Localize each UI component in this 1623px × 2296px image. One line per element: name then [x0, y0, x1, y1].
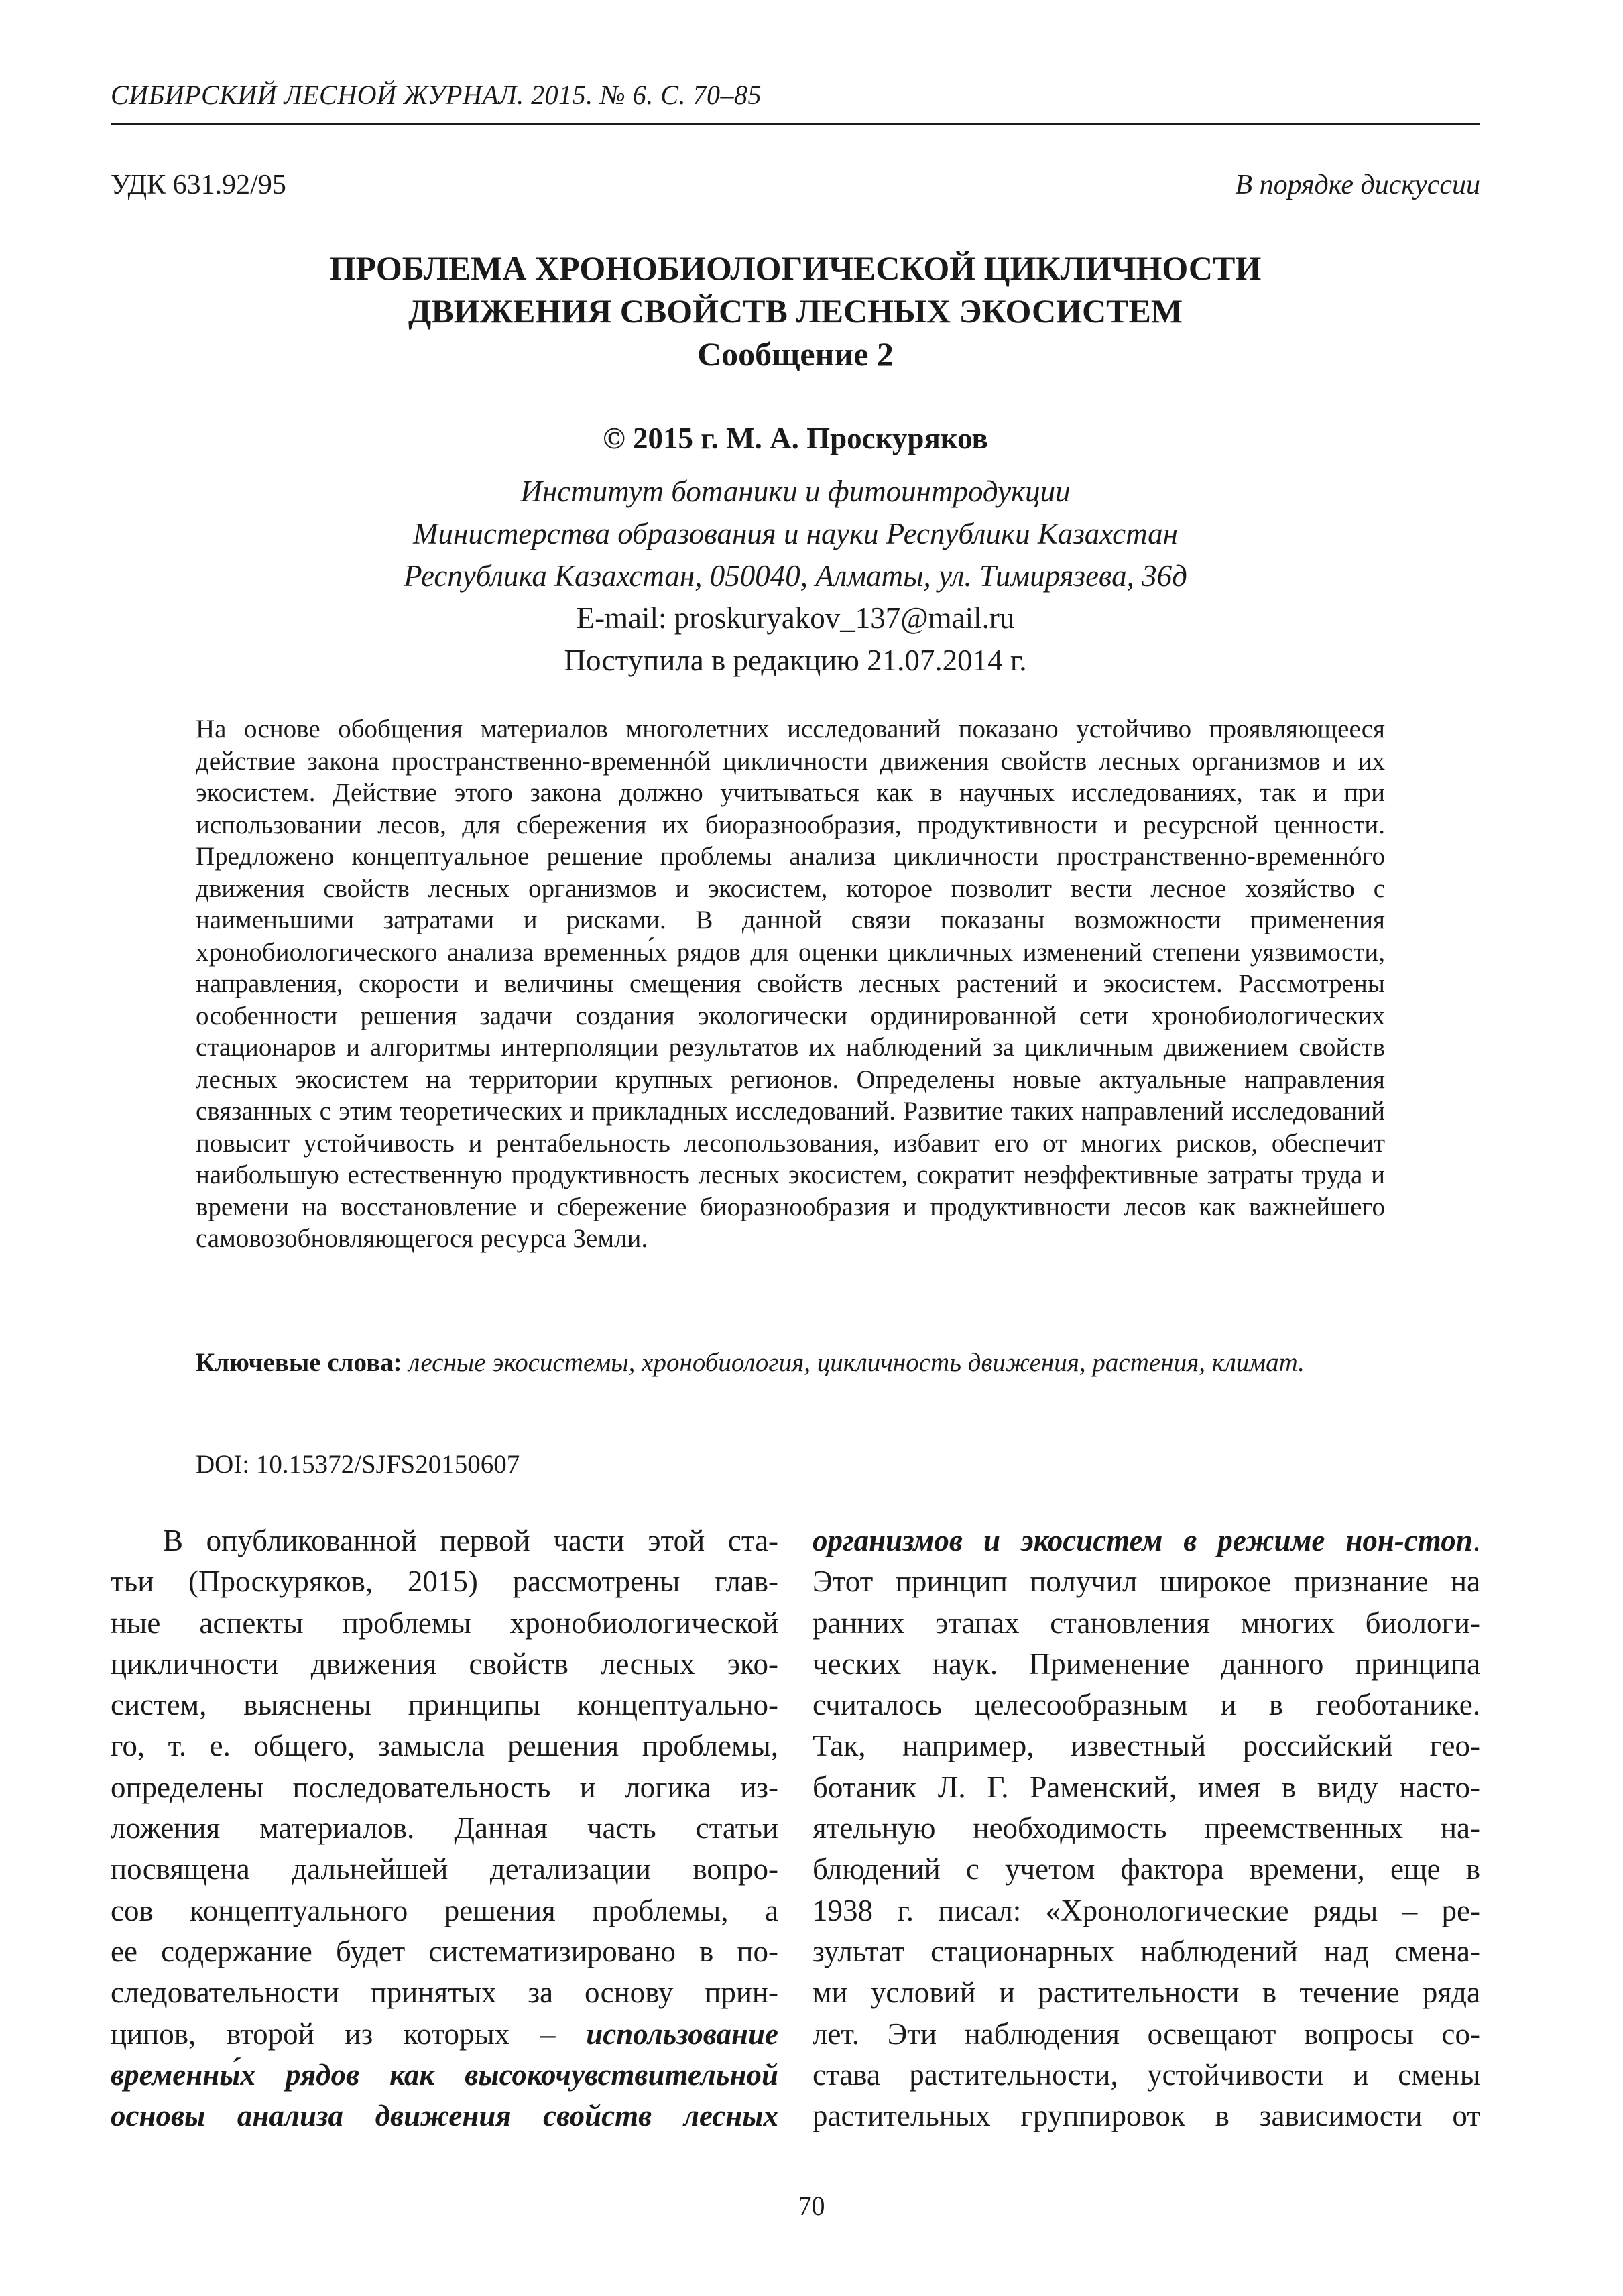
- keywords-label: Ключевые слова:: [196, 1348, 402, 1377]
- section-label: В порядке дискуссии: [1235, 170, 1480, 200]
- header-rule: [111, 123, 1480, 125]
- body-line: систем, выяснены принципы концептуально-: [111, 1688, 778, 1722]
- body-line: го, т. е. общего, замысла решения проблемы,: [111, 1729, 778, 1763]
- body-line: става растительности, устойчивости и смены: [813, 2057, 1480, 2092]
- body-line: считалось целесообразным и в геоботанике.: [813, 1688, 1480, 1722]
- body-line-text: .: [1472, 1524, 1480, 1557]
- body-line: следовательности принятых за основу прин-: [111, 1976, 778, 2010]
- body-line: блюдений с учетом фактора времени, еще в: [813, 1852, 1480, 1886]
- body-line: растительных группировок в зависимости от: [813, 2099, 1480, 2133]
- body-line: ее содержание будет систематизировано в по-: [111, 1934, 778, 1968]
- title-line-2: ДВИЖЕНИЯ СВОЙСТВ ЛЕСНЫХ ЭКОСИСТЕМ: [408, 292, 1183, 330]
- body-line: Так, например, известный российский гео-: [813, 1729, 1480, 1763]
- affiliation-line-3: Республика Казахстан, 050040, Алматы, ул. Тимирязева, 36д: [404, 559, 1187, 593]
- body-line: посвящена дальнейшей детализации вопро-: [111, 1852, 778, 1886]
- author-line: © 2015 г. М. А. Проскуряков: [603, 422, 988, 455]
- body-column-right: [813, 1520, 1480, 2136]
- udc-code: УДК 631.92/95: [111, 170, 286, 200]
- body-line: 1938 г. писал: «Хронологические ряды – ре-: [813, 1893, 1480, 1927]
- body-line: ческих наук. Применение данного принципа: [813, 1646, 1480, 1681]
- running-header: СИБИРСКИЙ ЛЕСНОЙ ЖУРНАЛ. 2015. № 6. С. 70–85: [111, 80, 762, 110]
- body-line: сов концептуального решения проблемы, а: [111, 1893, 778, 1927]
- author-email: E-mail: proskuryakov_137@mail.ru: [576, 601, 1015, 635]
- body-line: [111, 2014, 778, 2055]
- emphasis-text: организмов и экосистем в режиме нон-стоп: [813, 1524, 1473, 1557]
- body-line: зультат стационарных наблюдений над смена-: [813, 1934, 1480, 1968]
- body-line: лет. Эти наблюдения освещают вопросы со-: [813, 2016, 1480, 2051]
- body-line: определены последовательность и логика из-: [111, 1770, 778, 1804]
- body-line: ятельную необходимость преемственных на-: [813, 1811, 1480, 1846]
- body-line: временны́х рядов как высокочувствительной: [111, 2057, 778, 2092]
- body-line: тьи (Проскуряков, 2015) рассмотрены глав-: [111, 1565, 778, 1599]
- affiliation-line-1: Институт ботаники и фитоинтродукции: [520, 475, 1071, 508]
- body-line: цикличности движения свойств лесных эко-: [111, 1646, 778, 1681]
- article-title: [111, 247, 1480, 375]
- keywords-list: лесные экосистемы, хронобиология, цикличность движения, растения, климат.: [408, 1348, 1305, 1377]
- title-subtitle: Сообщение 2: [697, 335, 894, 373]
- body-line: основы анализа движения свойств лесных: [111, 2099, 778, 2133]
- abstract: На основе обобщения материалов многолетних исследований показано устойчиво проявляющееся действие закона пространственно-временнóй цикличности движения свойств лесных организмов и их экосистем. Действие этого закона должно учитываться как в научных исследованиях, так и при использовании лесов, для сбережения их биоразнообразия, продуктивности и ресурсной ценности. Предложено концептуальное решение проблемы анализа цикличности пространственно-временнóго движения свойств лесных организмов и экосистем, которое позволит вести лесное хозяйство с наименьшими затратами и рисками. В данной связи показаны возможности применения хронобиологического анализа временны́х рядов для оценки цикличных изменений степени уязвимости, направления, скорости и величины смещения свойств лесных растений и экосистем. Рассмотрены особенности решения задачи создания экологически ординированной сети хронобиологических стационаров и алгоритмы интерполяции результатов их наблюдений за цикличным движением свойств лесных экосистем на территории крупных регионов. Определены новые актуальные направления связанных с этим теоретических и прикладных исследований. Развитие таких направлений исследований повысит устойчивость и рентабельность лесопользования, избавит его от многих рисков, обеспечит наибольшую естественную продуктивность лесных экосистем, сократит неэффективные затраты труда и времени на восстановление и сбережение биоразнообразия и продуктивности лесов как важнейшего самовозобновляющегося ресурса Земли.: [196, 715, 1385, 1253]
- body-line: ложения материалов. Данная часть статьи: [111, 1811, 778, 1846]
- received-date: Поступила в редакцию 21.07.2014 г.: [564, 644, 1027, 677]
- keywords: [196, 1347, 1385, 1379]
- affiliation-line-2: Министерства образования и науки Республики Казахстан: [413, 517, 1178, 550]
- body-line: Этот принцип получил широкое признание на: [813, 1565, 1480, 1599]
- body-line: [813, 1520, 1480, 1561]
- emphasis-text: использование: [586, 2016, 778, 2051]
- body-line: ные аспекты проблемы хронобиологической: [111, 1606, 778, 1640]
- affiliation: [111, 471, 1480, 682]
- body-column-left: [111, 1520, 778, 2136]
- body-line: ранних этапах становления многих биологи-: [813, 1606, 1480, 1640]
- title-line-1: ПРОБЛЕМА ХРОНОБИОЛОГИЧЕСКОЙ ЦИКЛИЧНОСТИ: [329, 249, 1262, 287]
- body-line: В опубликованной первой части этой ста-: [163, 1524, 778, 1557]
- body-line: ми условий и растительности в течение ряда: [813, 1976, 1480, 2010]
- body-line: ботаник Л. Г. Раменский, имея в виду насто-: [813, 1770, 1480, 1804]
- page-number: 70: [798, 2191, 825, 2221]
- body-line-text: ципов, второй из которых –: [111, 2016, 587, 2051]
- doi: DOI: 10.15372/SJFS20150607: [196, 1450, 520, 1479]
